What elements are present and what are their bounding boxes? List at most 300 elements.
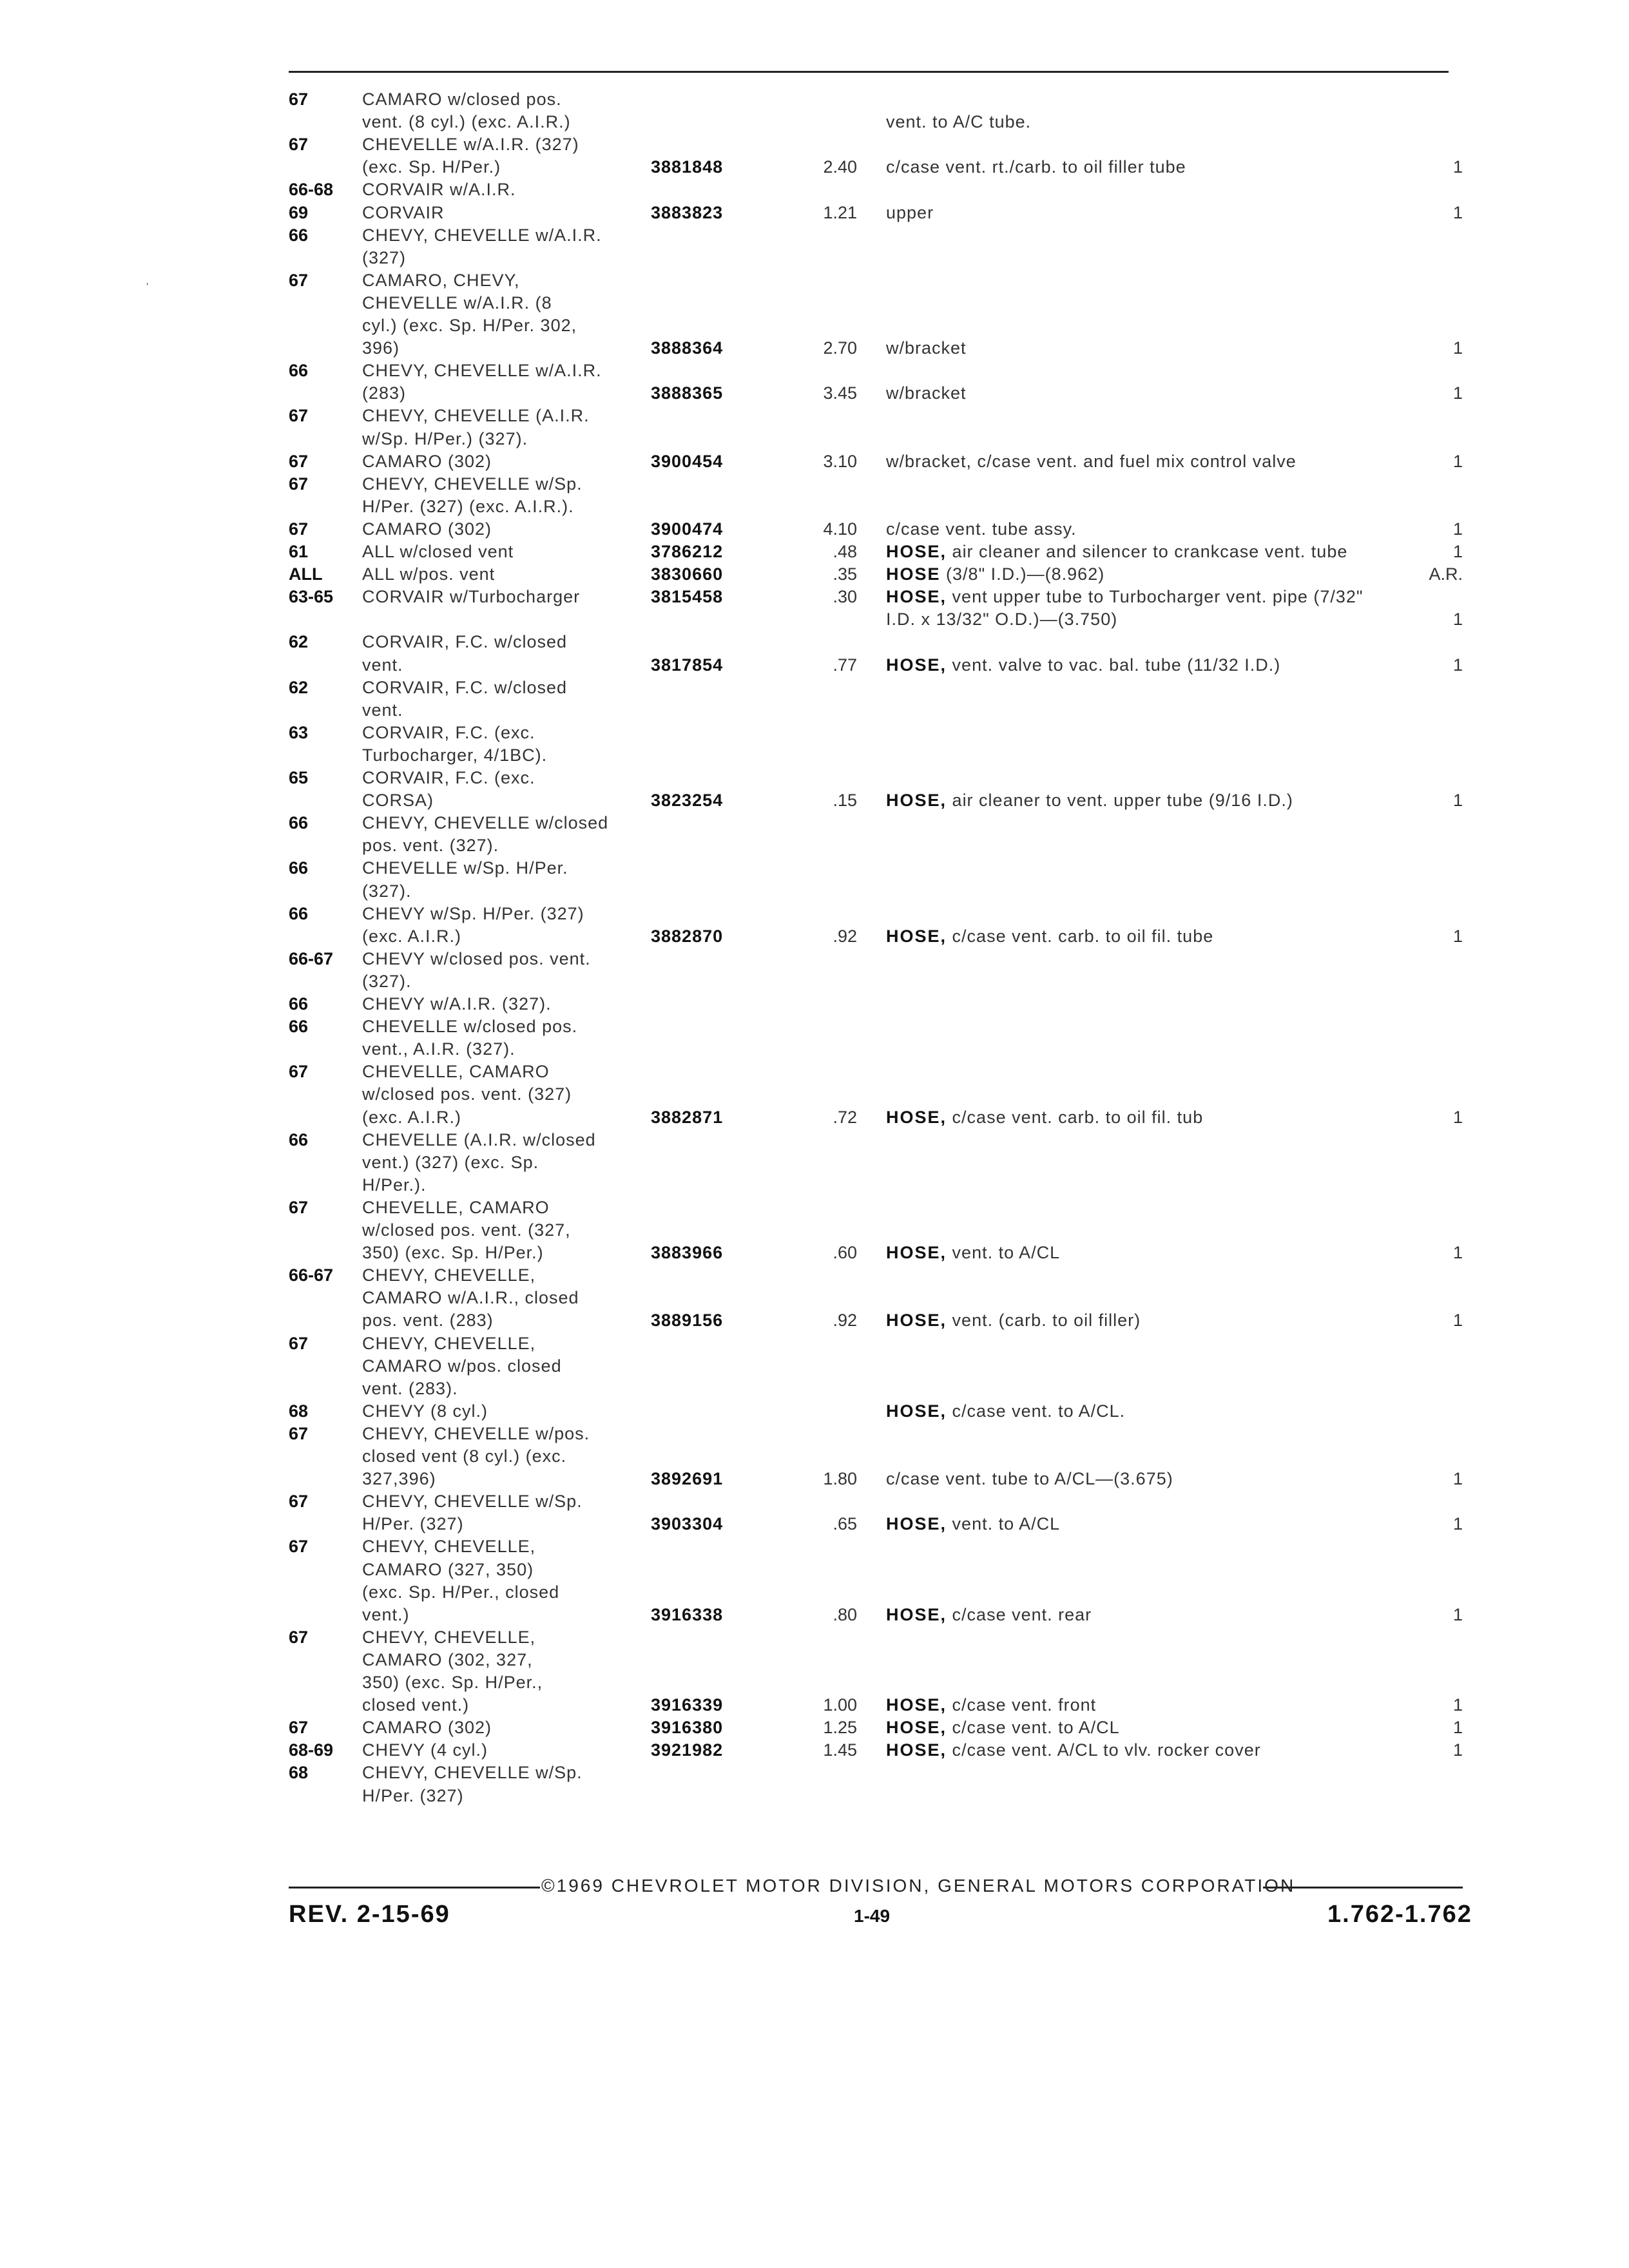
model-cell: CHEVY, CHEVELLE, bbox=[362, 1333, 536, 1353]
year-cell: 66-67 bbox=[289, 1265, 334, 1285]
model-cell: CHEVY, CHEVELLE, bbox=[362, 1627, 536, 1647]
model-cell: ALL w/closed vent bbox=[362, 542, 514, 561]
catalog-row bbox=[0, 382, 1629, 404]
model-cell: CHEVY, CHEVELLE, bbox=[362, 1265, 536, 1285]
description-text: air cleaner to vent. upper tube (9/16 I.D.) bbox=[952, 791, 1293, 811]
model-cell: cyl.) (exc. Sp. H/Per. 302, bbox=[362, 316, 577, 335]
catalog-row bbox=[0, 247, 1629, 269]
description-text: vent. to A/CL bbox=[952, 1514, 1061, 1534]
model-cell: ALL w/pos. vent bbox=[362, 564, 496, 584]
year-cell: 66 bbox=[289, 858, 309, 878]
catalog-row bbox=[0, 948, 1629, 970]
model-cell: CORVAIR, F.C. w/closed bbox=[362, 677, 568, 697]
catalog-row bbox=[0, 1604, 1629, 1626]
model-cell: vent. bbox=[362, 655, 403, 675]
description-keyword: HOSE, bbox=[886, 542, 947, 561]
year-cell: 66-68 bbox=[289, 180, 334, 200]
catalog-row bbox=[0, 1174, 1629, 1196]
catalog-row bbox=[0, 608, 1629, 630]
footer-rule-left bbox=[289, 1887, 540, 1888]
model-cell: CHEVELLE w/Sp. H/Per. bbox=[362, 858, 568, 878]
catalog-row bbox=[0, 744, 1629, 766]
catalog-row bbox=[0, 269, 1629, 291]
catalog-row bbox=[0, 495, 1629, 517]
model-cell: CAMARO (302) bbox=[362, 451, 492, 471]
model-cell: w/Sp. H/Per.) (327). bbox=[362, 428, 528, 448]
year-cell: 62 bbox=[289, 677, 309, 697]
model-cell: vent. (8 cyl.) (exc. A.I.R.) bbox=[362, 112, 571, 132]
description-cell bbox=[886, 450, 1296, 472]
catalog-row bbox=[0, 789, 1629, 811]
year-cell: 67 bbox=[289, 474, 309, 494]
catalog-row bbox=[0, 1581, 1629, 1603]
model-cell: (327). bbox=[362, 881, 412, 901]
model-cell: vent. bbox=[362, 700, 403, 720]
description-cell bbox=[886, 1106, 1203, 1128]
footer-rule-right bbox=[1263, 1887, 1463, 1888]
catalog-row bbox=[0, 518, 1629, 540]
part-number-cell: 3892691 bbox=[651, 1469, 724, 1489]
year-cell: 66 bbox=[289, 361, 309, 381]
description-text: c/case vent. carb. to oil fil. tub bbox=[952, 1107, 1204, 1127]
description-cell bbox=[886, 608, 1117, 630]
model-cell: CHEVY w/A.I.R. (327). bbox=[362, 994, 552, 1014]
description-text: w/bracket bbox=[886, 383, 967, 403]
quantity-cell: 1 bbox=[1452, 1243, 1463, 1263]
year-cell: 67 bbox=[289, 1197, 309, 1217]
catalog-row bbox=[0, 337, 1629, 359]
part-number-cell: 3916339 bbox=[651, 1695, 724, 1715]
description-cell bbox=[886, 586, 1364, 608]
model-cell: CAMARO w/pos. closed bbox=[362, 1356, 562, 1376]
part-number-cell: 3916338 bbox=[651, 1604, 724, 1624]
catalog-row bbox=[0, 156, 1629, 178]
catalog-row bbox=[0, 133, 1629, 155]
catalog-row bbox=[0, 1309, 1629, 1331]
catalog-row bbox=[0, 1785, 1629, 1807]
catalog-row bbox=[0, 1332, 1629, 1354]
catalog-row bbox=[0, 677, 1629, 698]
description-text: vent. to A/C tube. bbox=[886, 112, 1032, 132]
catalog-row bbox=[0, 1739, 1629, 1761]
description-cell bbox=[886, 1739, 1261, 1761]
part-number-cell: 3883966 bbox=[651, 1243, 724, 1263]
model-cell: CHEVY, CHEVELLE w/closed bbox=[362, 813, 609, 833]
model-cell: vent., A.I.R. (327). bbox=[362, 1039, 516, 1059]
description-cell bbox=[886, 789, 1293, 811]
year-cell: 67 bbox=[289, 519, 309, 539]
year-cell: 62 bbox=[289, 632, 309, 652]
quantity-cell: 1 bbox=[1452, 338, 1463, 358]
description-text: (3/8" I.D.)—(8.962) bbox=[946, 564, 1105, 584]
description-cell bbox=[886, 1716, 1120, 1738]
price-cell: .65 bbox=[833, 1514, 857, 1534]
model-cell: CHEVY, CHEVELLE w/Sp. bbox=[362, 1763, 583, 1783]
model-cell: CORVAIR w/Turbocharger bbox=[362, 587, 581, 607]
year-cell: 67 bbox=[289, 406, 309, 426]
catalog-row bbox=[0, 586, 1629, 608]
part-number-cell: 3888365 bbox=[651, 383, 724, 403]
catalog-row bbox=[0, 563, 1629, 585]
quantity-cell: 1 bbox=[1452, 1604, 1463, 1624]
catalog-row bbox=[0, 1559, 1629, 1581]
model-cell: (exc. A.I.R.) bbox=[362, 1107, 462, 1127]
model-cell: CORSA) bbox=[362, 791, 434, 811]
catalog-row bbox=[0, 654, 1629, 676]
model-cell: CORVAIR, F.C. (exc. bbox=[362, 768, 535, 787]
catalog-row bbox=[0, 1694, 1629, 1716]
model-cell: CORVAIR bbox=[362, 202, 445, 222]
catalog-row bbox=[0, 1061, 1629, 1082]
quantity-cell: 1 bbox=[1452, 542, 1463, 561]
part-number-cell: 3823254 bbox=[651, 791, 724, 811]
catalog-row bbox=[0, 202, 1629, 224]
model-cell: (283) bbox=[362, 383, 407, 403]
catalog-row bbox=[0, 925, 1629, 947]
part-number-cell: 3817854 bbox=[651, 655, 724, 675]
description-cell bbox=[886, 202, 934, 224]
model-cell: CAMARO (327, 350) bbox=[362, 1559, 534, 1579]
catalog-row bbox=[0, 812, 1629, 834]
description-keyword: HOSE bbox=[886, 564, 941, 584]
catalog-row bbox=[0, 631, 1629, 653]
description-keyword: HOSE, bbox=[886, 1514, 947, 1534]
catalog-row bbox=[0, 857, 1629, 879]
model-cell: pos. vent. (327). bbox=[362, 836, 499, 856]
model-cell: CAMARO (302, 327, bbox=[362, 1649, 533, 1669]
model-cell: vent. (283). bbox=[362, 1378, 458, 1398]
description-text: c/case vent. A/CL to vlv. rocker cover bbox=[952, 1740, 1261, 1760]
description-text: w/bracket, c/case vent. and fuel mix control valve bbox=[886, 451, 1296, 471]
description-cell bbox=[886, 156, 1186, 178]
model-cell: (327). bbox=[362, 971, 412, 991]
catalog-row bbox=[0, 224, 1629, 246]
model-cell: CORVAIR, F.C. w/closed bbox=[362, 632, 568, 652]
price-cell: 3.10 bbox=[823, 451, 857, 471]
model-cell: CHEVY (4 cyl.) bbox=[362, 1740, 488, 1760]
price-cell: 2.40 bbox=[823, 157, 857, 177]
description-keyword: HOSE, bbox=[886, 1107, 947, 1127]
part-number-cell: 3921982 bbox=[651, 1740, 724, 1760]
year-cell: 68-69 bbox=[289, 1740, 334, 1760]
year-cell: 68 bbox=[289, 1401, 309, 1421]
model-cell: (327) bbox=[362, 247, 407, 267]
quantity-cell: 1 bbox=[1452, 1718, 1463, 1738]
price-cell: .15 bbox=[833, 791, 857, 811]
year-cell: 67 bbox=[289, 1627, 309, 1647]
quantity-cell: 1 bbox=[1452, 791, 1463, 811]
model-cell: CHEVY w/closed pos. vent. bbox=[362, 948, 591, 968]
catalog-row bbox=[0, 1671, 1629, 1693]
model-cell: CHEVELLE w/A.I.R. (8 bbox=[362, 293, 552, 312]
quantity-cell: A.R. bbox=[1429, 564, 1463, 584]
top-rule bbox=[289, 71, 1449, 73]
description-cell bbox=[886, 1242, 1060, 1264]
description-cell bbox=[886, 1513, 1060, 1535]
model-cell: closed vent.) bbox=[362, 1695, 470, 1715]
model-cell: CHEVELLE (A.I.R. w/closed bbox=[362, 1129, 596, 1149]
year-cell: 67 bbox=[289, 1537, 309, 1557]
model-cell: CHEVY, CHEVELLE w/Sp. bbox=[362, 1492, 583, 1512]
description-text: c/case vent. front bbox=[952, 1695, 1097, 1715]
model-cell: closed vent (8 cyl.) (exc. bbox=[362, 1446, 567, 1466]
catalog-row bbox=[0, 1716, 1629, 1738]
price-cell: .48 bbox=[833, 542, 857, 561]
description-text: vent. valve to vac. bal. tube (11/32 I.D.) bbox=[952, 655, 1281, 675]
price-cell: 1.45 bbox=[823, 1740, 857, 1760]
quantity-cell: 1 bbox=[1452, 1311, 1463, 1331]
model-cell: CHEVELLE w/A.I.R. (327) bbox=[362, 135, 579, 155]
quantity-cell: 1 bbox=[1452, 1469, 1463, 1489]
catalog-row bbox=[0, 1626, 1629, 1648]
model-cell: H/Per. (327) bbox=[362, 1785, 464, 1805]
price-cell: .72 bbox=[833, 1107, 857, 1127]
description-keyword: HOSE, bbox=[886, 1311, 947, 1331]
model-cell: 350) (exc. Sp. H/Per., bbox=[362, 1673, 543, 1692]
description-keyword: HOSE, bbox=[886, 926, 947, 946]
part-number-cell: 3883823 bbox=[651, 202, 724, 222]
quantity-cell: 1 bbox=[1452, 1514, 1463, 1534]
description-text: upper bbox=[886, 202, 934, 222]
model-cell: CHEVELLE w/closed pos. bbox=[362, 1017, 578, 1037]
catalog-row bbox=[0, 1196, 1629, 1218]
price-cell: .80 bbox=[833, 1604, 857, 1624]
model-cell: CHEVELLE, CAMARO bbox=[362, 1062, 550, 1082]
model-cell: CHEVY, CHEVELLE w/Sp. bbox=[362, 474, 583, 494]
description-cell bbox=[886, 1468, 1173, 1490]
description-cell bbox=[886, 654, 1280, 676]
catalog-row bbox=[0, 1015, 1629, 1037]
quantity-cell: 1 bbox=[1452, 1740, 1463, 1760]
quantity-cell: 1 bbox=[1452, 157, 1463, 177]
model-cell: CHEVY, CHEVELLE (A.I.R. bbox=[362, 406, 590, 426]
description-text: c/case vent. tube assy. bbox=[886, 519, 1077, 539]
price-cell: .30 bbox=[833, 587, 857, 607]
model-cell: w/closed pos. vent. (327) bbox=[362, 1084, 572, 1104]
description-text: vent. (carb. to oil filler) bbox=[952, 1311, 1141, 1331]
price-cell: 1.00 bbox=[823, 1695, 857, 1715]
model-cell: H/Per.). bbox=[362, 1175, 427, 1195]
quantity-cell: 1 bbox=[1452, 202, 1463, 222]
year-cell: 67 bbox=[289, 1062, 309, 1082]
description-keyword: HOSE, bbox=[886, 1604, 947, 1624]
catalog-row bbox=[0, 767, 1629, 789]
model-cell: (exc. Sp. H/Per., closed bbox=[362, 1582, 560, 1602]
catalog-row bbox=[0, 1649, 1629, 1671]
stray-mark: ˌ bbox=[145, 269, 150, 285]
year-cell: 69 bbox=[289, 202, 309, 222]
catalog-row bbox=[0, 292, 1629, 314]
revision-date: REV. 2-15-69 bbox=[289, 1901, 450, 1928]
quantity-cell: 1 bbox=[1452, 519, 1463, 539]
quantity-cell: 1 bbox=[1452, 610, 1463, 629]
catalog-row bbox=[0, 405, 1629, 427]
description-text: c/case vent. tube to A/CL—(3.675) bbox=[886, 1469, 1173, 1489]
year-cell: 66 bbox=[289, 994, 309, 1014]
quantity-cell: 1 bbox=[1452, 451, 1463, 471]
catalog-row bbox=[0, 1129, 1629, 1151]
description-keyword: HOSE, bbox=[886, 587, 947, 607]
catalog-row bbox=[0, 1400, 1629, 1422]
catalog-row bbox=[0, 1287, 1629, 1309]
description-cell bbox=[886, 518, 1077, 540]
description-text: c/case vent. rear bbox=[952, 1604, 1092, 1624]
quantity-cell: 1 bbox=[1452, 383, 1463, 403]
page-number: 1-49 bbox=[854, 1906, 891, 1926]
catalog-row bbox=[0, 541, 1629, 562]
description-keyword: HOSE, bbox=[886, 1243, 947, 1263]
price-cell: 1.80 bbox=[823, 1469, 857, 1489]
catalog-row bbox=[0, 1083, 1629, 1105]
part-number-cell: 3830660 bbox=[651, 564, 724, 584]
model-cell: CAMARO (302) bbox=[362, 1718, 492, 1738]
part-number-cell: 3882870 bbox=[651, 926, 724, 946]
description-text: c/case vent. rt./carb. to oil filler tube bbox=[886, 157, 1186, 177]
description-cell bbox=[886, 111, 1031, 133]
catalog-row bbox=[0, 1106, 1629, 1128]
catalog-row bbox=[0, 722, 1629, 744]
description-keyword: HOSE, bbox=[886, 1695, 947, 1715]
description-cell bbox=[886, 563, 1104, 585]
catalog-row bbox=[0, 473, 1629, 495]
model-cell: CHEVY, CHEVELLE, bbox=[362, 1537, 536, 1557]
catalog-row bbox=[0, 428, 1629, 450]
year-cell: 67 bbox=[289, 1333, 309, 1353]
catalog-row bbox=[0, 1264, 1629, 1286]
catalog-row bbox=[0, 1423, 1629, 1445]
part-number-cell: 3882871 bbox=[651, 1107, 724, 1127]
description-text: vent upper tube to Turbocharger vent. pipe (7/32" bbox=[952, 587, 1364, 607]
catalog-row bbox=[0, 1355, 1629, 1377]
catalog-row bbox=[0, 1490, 1629, 1512]
price-cell: 4.10 bbox=[823, 519, 857, 539]
year-cell: 66 bbox=[289, 1017, 309, 1037]
model-cell: CORVAIR, F.C. (exc. bbox=[362, 722, 535, 742]
part-number-cell: 3786212 bbox=[651, 542, 724, 561]
description-cell bbox=[886, 337, 967, 359]
model-cell: CAMARO w/A.I.R., closed bbox=[362, 1288, 579, 1308]
part-number-cell: 3888364 bbox=[651, 338, 724, 358]
part-number-cell: 3900454 bbox=[651, 451, 724, 471]
model-cell: CHEVY, CHEVELLE w/A.I.R. bbox=[362, 361, 602, 381]
description-cell bbox=[886, 1694, 1096, 1716]
quantity-cell: 1 bbox=[1452, 926, 1463, 946]
model-cell: CAMARO w/closed pos. bbox=[362, 90, 562, 109]
year-cell: 67 bbox=[289, 270, 309, 290]
year-cell: 63-65 bbox=[289, 587, 334, 607]
year-cell: 67 bbox=[289, 1718, 309, 1738]
year-cell: 65 bbox=[289, 768, 309, 787]
catalog-row bbox=[0, 699, 1629, 721]
description-cell bbox=[886, 925, 1213, 947]
model-cell: Turbocharger, 4/1BC). bbox=[362, 745, 548, 765]
catalog-row bbox=[0, 314, 1629, 336]
model-cell: vent.) bbox=[362, 1604, 410, 1624]
year-cell: 67 bbox=[289, 90, 309, 109]
catalog-row bbox=[0, 178, 1629, 200]
description-text: c/case vent. to A/CL. bbox=[952, 1401, 1126, 1421]
catalog-row bbox=[0, 360, 1629, 381]
quantity-cell: 1 bbox=[1452, 655, 1463, 675]
year-cell: 67 bbox=[289, 1423, 309, 1443]
catalog-row bbox=[0, 993, 1629, 1015]
price-cell: 2.70 bbox=[823, 338, 857, 358]
description-cell bbox=[886, 382, 967, 404]
catalog-row bbox=[0, 1513, 1629, 1535]
catalog-row bbox=[0, 1038, 1629, 1060]
model-cell: CORVAIR w/A.I.R. bbox=[362, 180, 516, 200]
catalog-row bbox=[0, 970, 1629, 992]
year-cell: 66 bbox=[289, 1129, 309, 1149]
description-text: vent. to A/CL bbox=[952, 1243, 1061, 1263]
model-cell: CHEVELLE, CAMARO bbox=[362, 1197, 550, 1217]
description-text: I.D. x 13/32" O.D.)—(3.750) bbox=[886, 610, 1118, 629]
catalog-row bbox=[0, 880, 1629, 902]
catalog-row bbox=[0, 1242, 1629, 1264]
year-cell: ALL bbox=[289, 564, 323, 584]
catalog-row bbox=[0, 1535, 1629, 1557]
part-number-cell: 3903304 bbox=[651, 1514, 724, 1534]
description-cell bbox=[886, 1400, 1125, 1422]
description-text: w/bracket bbox=[886, 338, 967, 358]
model-cell: CAMARO, CHEVY, bbox=[362, 270, 520, 290]
model-cell: CHEVY, CHEVELLE w/pos. bbox=[362, 1423, 590, 1443]
price-cell: .77 bbox=[833, 655, 857, 675]
catalog-row bbox=[0, 450, 1629, 472]
description-text: air cleaner and silencer to crankcase vent. tube bbox=[952, 542, 1348, 561]
model-cell: H/Per. (327) bbox=[362, 1514, 464, 1534]
price-cell: 1.21 bbox=[823, 202, 857, 222]
description-keyword: HOSE, bbox=[886, 655, 947, 675]
part-number-cell: 3815458 bbox=[651, 587, 724, 607]
model-cell: H/Per. (327) (exc. A.I.R.). bbox=[362, 496, 574, 516]
year-cell: 66 bbox=[289, 225, 309, 245]
price-cell: .92 bbox=[833, 926, 857, 946]
model-cell: pos. vent. (283) bbox=[362, 1311, 494, 1331]
copyright-notice: ©1969 CHEVROLET MOTOR DIVISION, GENERAL MOTORS CORPORATION bbox=[541, 1876, 1296, 1896]
catalog-row bbox=[0, 1378, 1629, 1399]
model-cell: 396) bbox=[362, 338, 400, 358]
catalog-row bbox=[0, 834, 1629, 856]
catalog-row bbox=[0, 1468, 1629, 1490]
description-cell bbox=[886, 1604, 1092, 1626]
model-cell: CAMARO (302) bbox=[362, 519, 492, 539]
description-keyword: HOSE, bbox=[886, 1740, 947, 1760]
year-cell: 61 bbox=[289, 542, 309, 561]
year-cell: 66-67 bbox=[289, 948, 334, 968]
model-cell: CHEVY, CHEVELLE w/A.I.R. bbox=[362, 225, 602, 245]
year-cell: 67 bbox=[289, 135, 309, 155]
model-cell: vent.) (327) (exc. Sp. bbox=[362, 1152, 539, 1172]
price-cell: 3.45 bbox=[823, 383, 857, 403]
year-cell: 67 bbox=[289, 1492, 309, 1512]
model-cell: CHEVY (8 cyl.) bbox=[362, 1401, 488, 1421]
description-keyword: HOSE, bbox=[886, 1401, 947, 1421]
price-cell: .35 bbox=[833, 564, 857, 584]
model-cell: (exc. Sp. H/Per.) bbox=[362, 157, 501, 177]
catalog-row bbox=[0, 88, 1629, 110]
catalog-row bbox=[0, 1762, 1629, 1783]
description-text: c/case vent. to A/CL bbox=[952, 1718, 1120, 1738]
year-cell: 68 bbox=[289, 1763, 309, 1783]
price-cell: 1.25 bbox=[823, 1718, 857, 1738]
model-cell: CHEVY w/Sp. H/Per. (327) bbox=[362, 903, 584, 923]
description-cell bbox=[886, 541, 1347, 562]
part-number-cell: 3881848 bbox=[651, 157, 724, 177]
catalog-row bbox=[0, 1445, 1629, 1467]
year-cell: 63 bbox=[289, 722, 309, 742]
year-cell: 66 bbox=[289, 903, 309, 923]
